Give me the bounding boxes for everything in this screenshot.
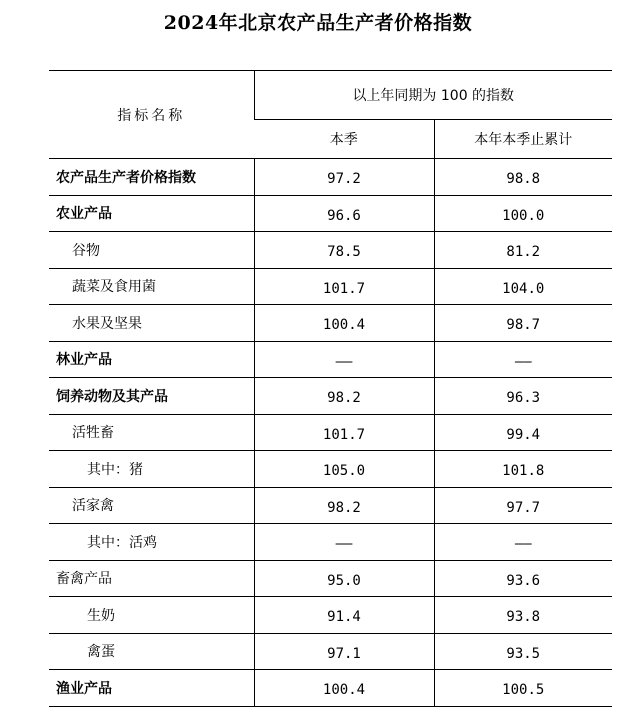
value-this-quarter: 101.7 — [254, 414, 434, 451]
table-row — [49, 633, 612, 670]
row-name: 农产品生产者价格指数 — [49, 159, 254, 196]
value-cumulative: 100.0 — [434, 195, 612, 232]
value-this-quarter: —— — [254, 524, 434, 561]
value-this-quarter: 97.2 — [254, 159, 434, 196]
value-cumulative: 93.5 — [434, 633, 612, 670]
value-this-quarter: 96.6 — [254, 195, 434, 232]
value-this-quarter: —— — [254, 341, 434, 378]
value-cumulative: 101.8 — [434, 451, 612, 488]
value-this-quarter: 100.4 — [254, 670, 434, 707]
table-row — [49, 268, 612, 305]
value-this-quarter: 98.2 — [254, 487, 434, 524]
table-row — [49, 159, 612, 196]
header-index-group: 以上年同期为 100 的指数 — [254, 71, 612, 120]
value-cumulative: 99.4 — [434, 414, 612, 451]
document-title: 2024年北京农产品生产者价格指数 — [163, 12, 473, 34]
header-cumulative: 本年本季止累计 — [434, 120, 612, 159]
value-cumulative: 100.5 — [434, 670, 612, 707]
row-name: 蔬菜及食用菌 — [49, 268, 254, 305]
price-index-table — [49, 70, 612, 707]
value-cumulative: 93.6 — [434, 560, 612, 597]
value-cumulative: 93.8 — [434, 597, 612, 634]
header-this-quarter: 本季 — [254, 120, 434, 159]
row-name: 其中：活鸡 — [49, 524, 254, 561]
table-row — [49, 341, 612, 378]
value-cumulative: 104.0 — [434, 268, 612, 305]
value-cumulative: 98.8 — [434, 159, 612, 196]
row-name: 禽蛋 — [49, 633, 254, 670]
table-row — [49, 232, 612, 269]
table-row — [49, 597, 612, 634]
row-name: 活牲畜 — [49, 414, 254, 451]
row-name: 谷物 — [49, 232, 254, 269]
table-row — [49, 560, 612, 597]
table-row — [49, 305, 612, 342]
row-name: 活家禽 — [49, 487, 254, 524]
table-row — [49, 524, 612, 561]
table-row — [49, 487, 612, 524]
value-cumulative: —— — [434, 524, 612, 561]
table-row — [49, 195, 612, 232]
table-row — [49, 378, 612, 415]
table-row — [49, 670, 612, 707]
value-this-quarter: 100.4 — [254, 305, 434, 342]
value-this-quarter: 101.7 — [254, 268, 434, 305]
value-this-quarter: 91.4 — [254, 597, 434, 634]
value-this-quarter: 78.5 — [254, 232, 434, 269]
value-this-quarter: 98.2 — [254, 378, 434, 415]
value-cumulative: —— — [434, 341, 612, 378]
row-name: 林业产品 — [49, 341, 254, 378]
row-name: 渔业产品 — [49, 670, 254, 707]
value-this-quarter: 95.0 — [254, 560, 434, 597]
table-row — [49, 414, 612, 451]
row-name: 生奶 — [49, 597, 254, 634]
value-cumulative: 98.7 — [434, 305, 612, 342]
header-indicator-name: 指标名称 — [49, 71, 254, 159]
value-this-quarter: 97.1 — [254, 633, 434, 670]
value-cumulative: 97.7 — [434, 487, 612, 524]
row-name: 饲养动物及其产品 — [49, 378, 254, 415]
value-this-quarter: 105.0 — [254, 451, 434, 488]
row-name: 其中：猪 — [49, 451, 254, 488]
value-cumulative: 96.3 — [434, 378, 612, 415]
table-row — [49, 451, 612, 488]
value-cumulative: 81.2 — [434, 232, 612, 269]
row-name: 畜禽产品 — [49, 560, 254, 597]
row-name: 水果及坚果 — [49, 305, 254, 342]
row-name: 农业产品 — [49, 195, 254, 232]
